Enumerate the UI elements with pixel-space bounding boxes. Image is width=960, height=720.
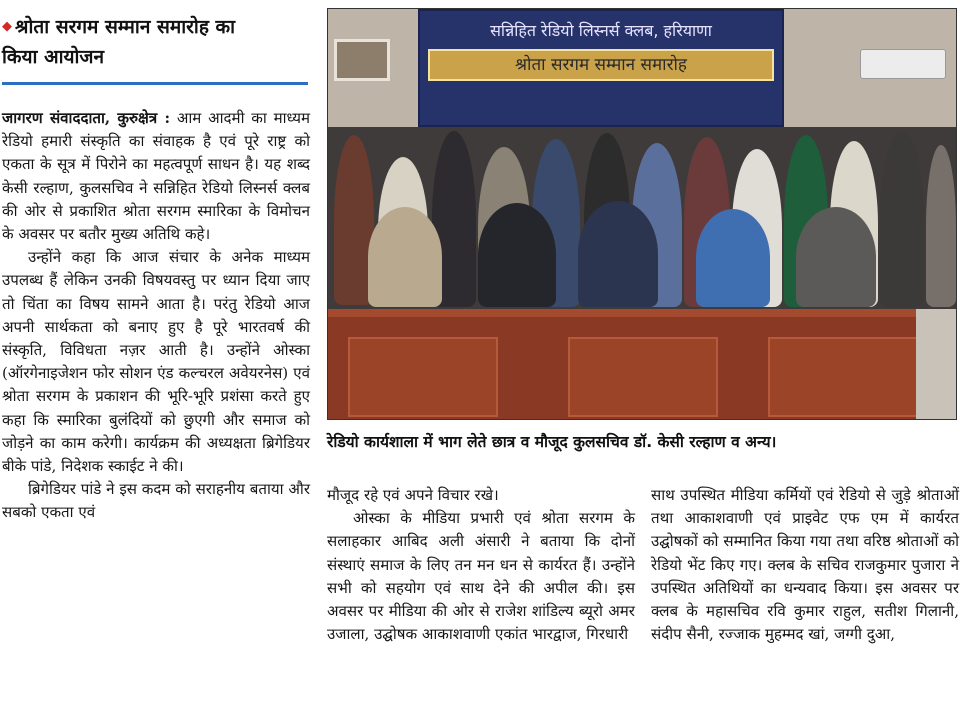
- event-banner: [418, 9, 784, 127]
- photo-crowd: [328, 127, 956, 317]
- left-column: [0, 0, 318, 720]
- banner-strip: श्रोता सरगम सम्मान समारोह: [428, 49, 774, 81]
- dateline: जागरण संवाददाता, कुरुक्षेत्र :: [2, 109, 171, 127]
- wall-frame: [334, 39, 390, 81]
- col3-paragraph-1: साथ उपस्थित मीडिया कर्मियों एवं रेडियो से जुड़े श्रोताओं तथा आकाशवाणी एवं प्राइवेट एफ एम में कार्यरत उद्घोषकों को सम्मानित किया गया तथा वरिष्ठ श्रोताओं को रेडियो भेंट किए गए। क्लब के सचिव राजकुमार पुजारा ने उपस्थित अतिथियों का धन्यवाद किया। इस अवसर पर क्लब के महासचिव रवि कुमार राहुल, सतीश गिलानी, संदीप सैनी, रज्जाक मुहम्मद खां, जग्गी दुआ,: [651, 486, 959, 644]
- right-column-text: [651, 484, 959, 646]
- headline-line-1: श्रोता सरगम सम्मान समारोह का: [15, 16, 236, 38]
- headline-line-2: किया आयोजन: [2, 46, 105, 68]
- left-body-text: [2, 107, 310, 525]
- air-conditioner: [860, 49, 946, 79]
- event-photo: [327, 8, 957, 420]
- banner-title: सन्निहित रेडियो लिस्नर्स क्लब, हरियाणा: [490, 21, 712, 40]
- photo-caption: रेडियो कार्यशाला में भाग लेते छात्र व मौजूद कुलसचिव डॉ. केसी रल्हाण व अन्य।: [327, 433, 777, 451]
- diamond-bullet-icon: ◆: [2, 19, 12, 34]
- article-headline: [2, 0, 318, 72]
- headline-divider: [2, 82, 308, 85]
- paragraph-1-text: आम आदमी का माध्यम रेडियो हमारी संस्कृति का संवाहक है एवं पूरे राष्ट्र को एकता के सूत्र में पिरोने का महत्वपूर्ण साधन है। यह शब्द केसी रल्हाण, कुलसचिव ने सन्निहित रेडियो लिस्नर्स क्लब की ओर से प्रकाशित श्रोता सरगम स्मारिका के विमोचन के अवसर पर बतौर मुख्य अतिथि कहे।: [2, 109, 310, 244]
- paragraph-3: ब्रिगेडियर पांडे ने इस कदम को सराहनीय बताया और सबको एकता एवं: [2, 480, 310, 522]
- paragraph-1: [2, 107, 310, 246]
- paragraph-2: उन्होंने कहा कि आज संचार के अनेक माध्यम उपलब्ध हैं लेकिन उनकी विषयवस्तु पर ध्यान दिया जाए तो चिंता का विषय सामने आता है। परंतु रेडियो आज अपनी सार्थकता को बनाए हुए है पूरे भारतवर्ष की संस्कृति, विविधता नज़र आती है। उन्होंने ओस्का (ऑरगेनाइजेशन फोर सोशन एंड कल्चरल अवेयरनेस) एवं श्रोता सरगम के प्रकाशन की भूरि-भूरि प्रशंसा करते हुए कहा कि स्मारिका बुलंदियों को छुएगी और समाज को जोड़ने का काम करेगी। कार्यक्रम की अध्यक्षता ब्रिगेडियर बीके पांडे, निदेशक स्काईट ने की।: [2, 248, 310, 476]
- photo-table: [328, 309, 936, 420]
- photo-floor: [916, 309, 956, 420]
- col2-paragraph-2: ओस्का के मीडिया प्रभारी एवं श्रोता सरगम के सलाहकार आबिद अली अंसारी ने बताया कि दोनों संस्थाएं समाज के लिए तन मन धन से कार्यरत हैं। उन्होंने सभी को सहयोग एवं साथ देने की अपील की। इस अवसर पर मीडिया की ओर से राजेश शांडिल्य ब्यूरो अमर उजाला, उद्घोषक आकाशवाणी एकांत भारद्वाज, गिरधारी: [327, 509, 635, 644]
- col2-paragraph-1: मौजूद रहे एवं अपने विचार रखे।: [327, 486, 499, 504]
- middle-column-text: [327, 484, 635, 646]
